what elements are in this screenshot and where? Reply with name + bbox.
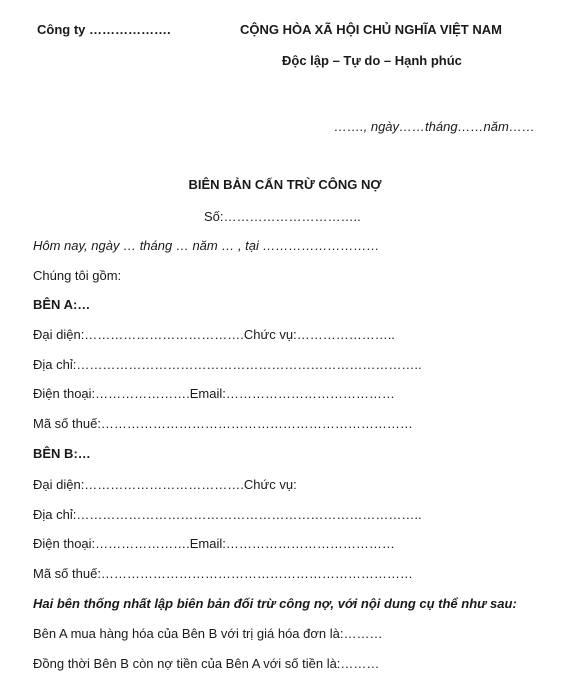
nation-title: CỘNG HÒA XÃ HỘI CHỦ NGHĨA VIỆT NAM xyxy=(240,22,502,37)
party-a-phone-email: Điện thoại:………………….Email:………………………………… xyxy=(33,386,395,401)
party-b-representative: Đại diện:……………………………….Chức vụ: xyxy=(33,477,297,492)
date-line: ……., ngày……tháng……năm…… xyxy=(334,119,535,134)
party-b-heading: BÊN B:… xyxy=(33,446,91,461)
purchase-value-line: Bên A mua hàng hóa của Bên B với trị giá hóa đơn là:……… xyxy=(33,626,383,641)
participants-intro: Chúng tôi gồm: xyxy=(33,268,122,283)
party-a-representative: Đại diện:……………………………….Chức vụ:………………….. xyxy=(33,327,395,342)
document-title: BIÊN BẢN CẤN TRỪ CÔNG NỢ xyxy=(188,177,382,192)
debt-amount-line: Đồng thời Bên B còn nợ tiền của Bên A với số tiền là:……… xyxy=(33,656,380,671)
document-number: Số:………………………….. xyxy=(204,209,361,224)
party-b-address: Địa chỉ:…………………………………………………………………….. xyxy=(33,507,422,522)
national-motto: Độc lập – Tự do – Hạnh phúc xyxy=(282,53,462,68)
party-b-phone-email: Điện thoại:………………….Email:………………………………… xyxy=(33,536,395,551)
party-b-tax-code: Mã số thuế:……………………………………………………………… xyxy=(33,566,413,581)
party-a-tax-code: Mã số thuế:……………………………………………………………… xyxy=(33,416,413,431)
party-a-heading: BÊN A:… xyxy=(33,297,91,312)
party-a-address: Địa chỉ:…………………………………………………………………….. xyxy=(33,357,422,372)
agreement-statement: Hai bên thống nhất lập biên bản đối trừ công nợ, với nội dung cụ thể như sau: xyxy=(33,596,517,611)
meeting-date-line: Hôm nay, ngày … tháng … năm … , tại ……………………… xyxy=(33,238,380,253)
company-name: Công ty ………………. xyxy=(37,22,171,37)
